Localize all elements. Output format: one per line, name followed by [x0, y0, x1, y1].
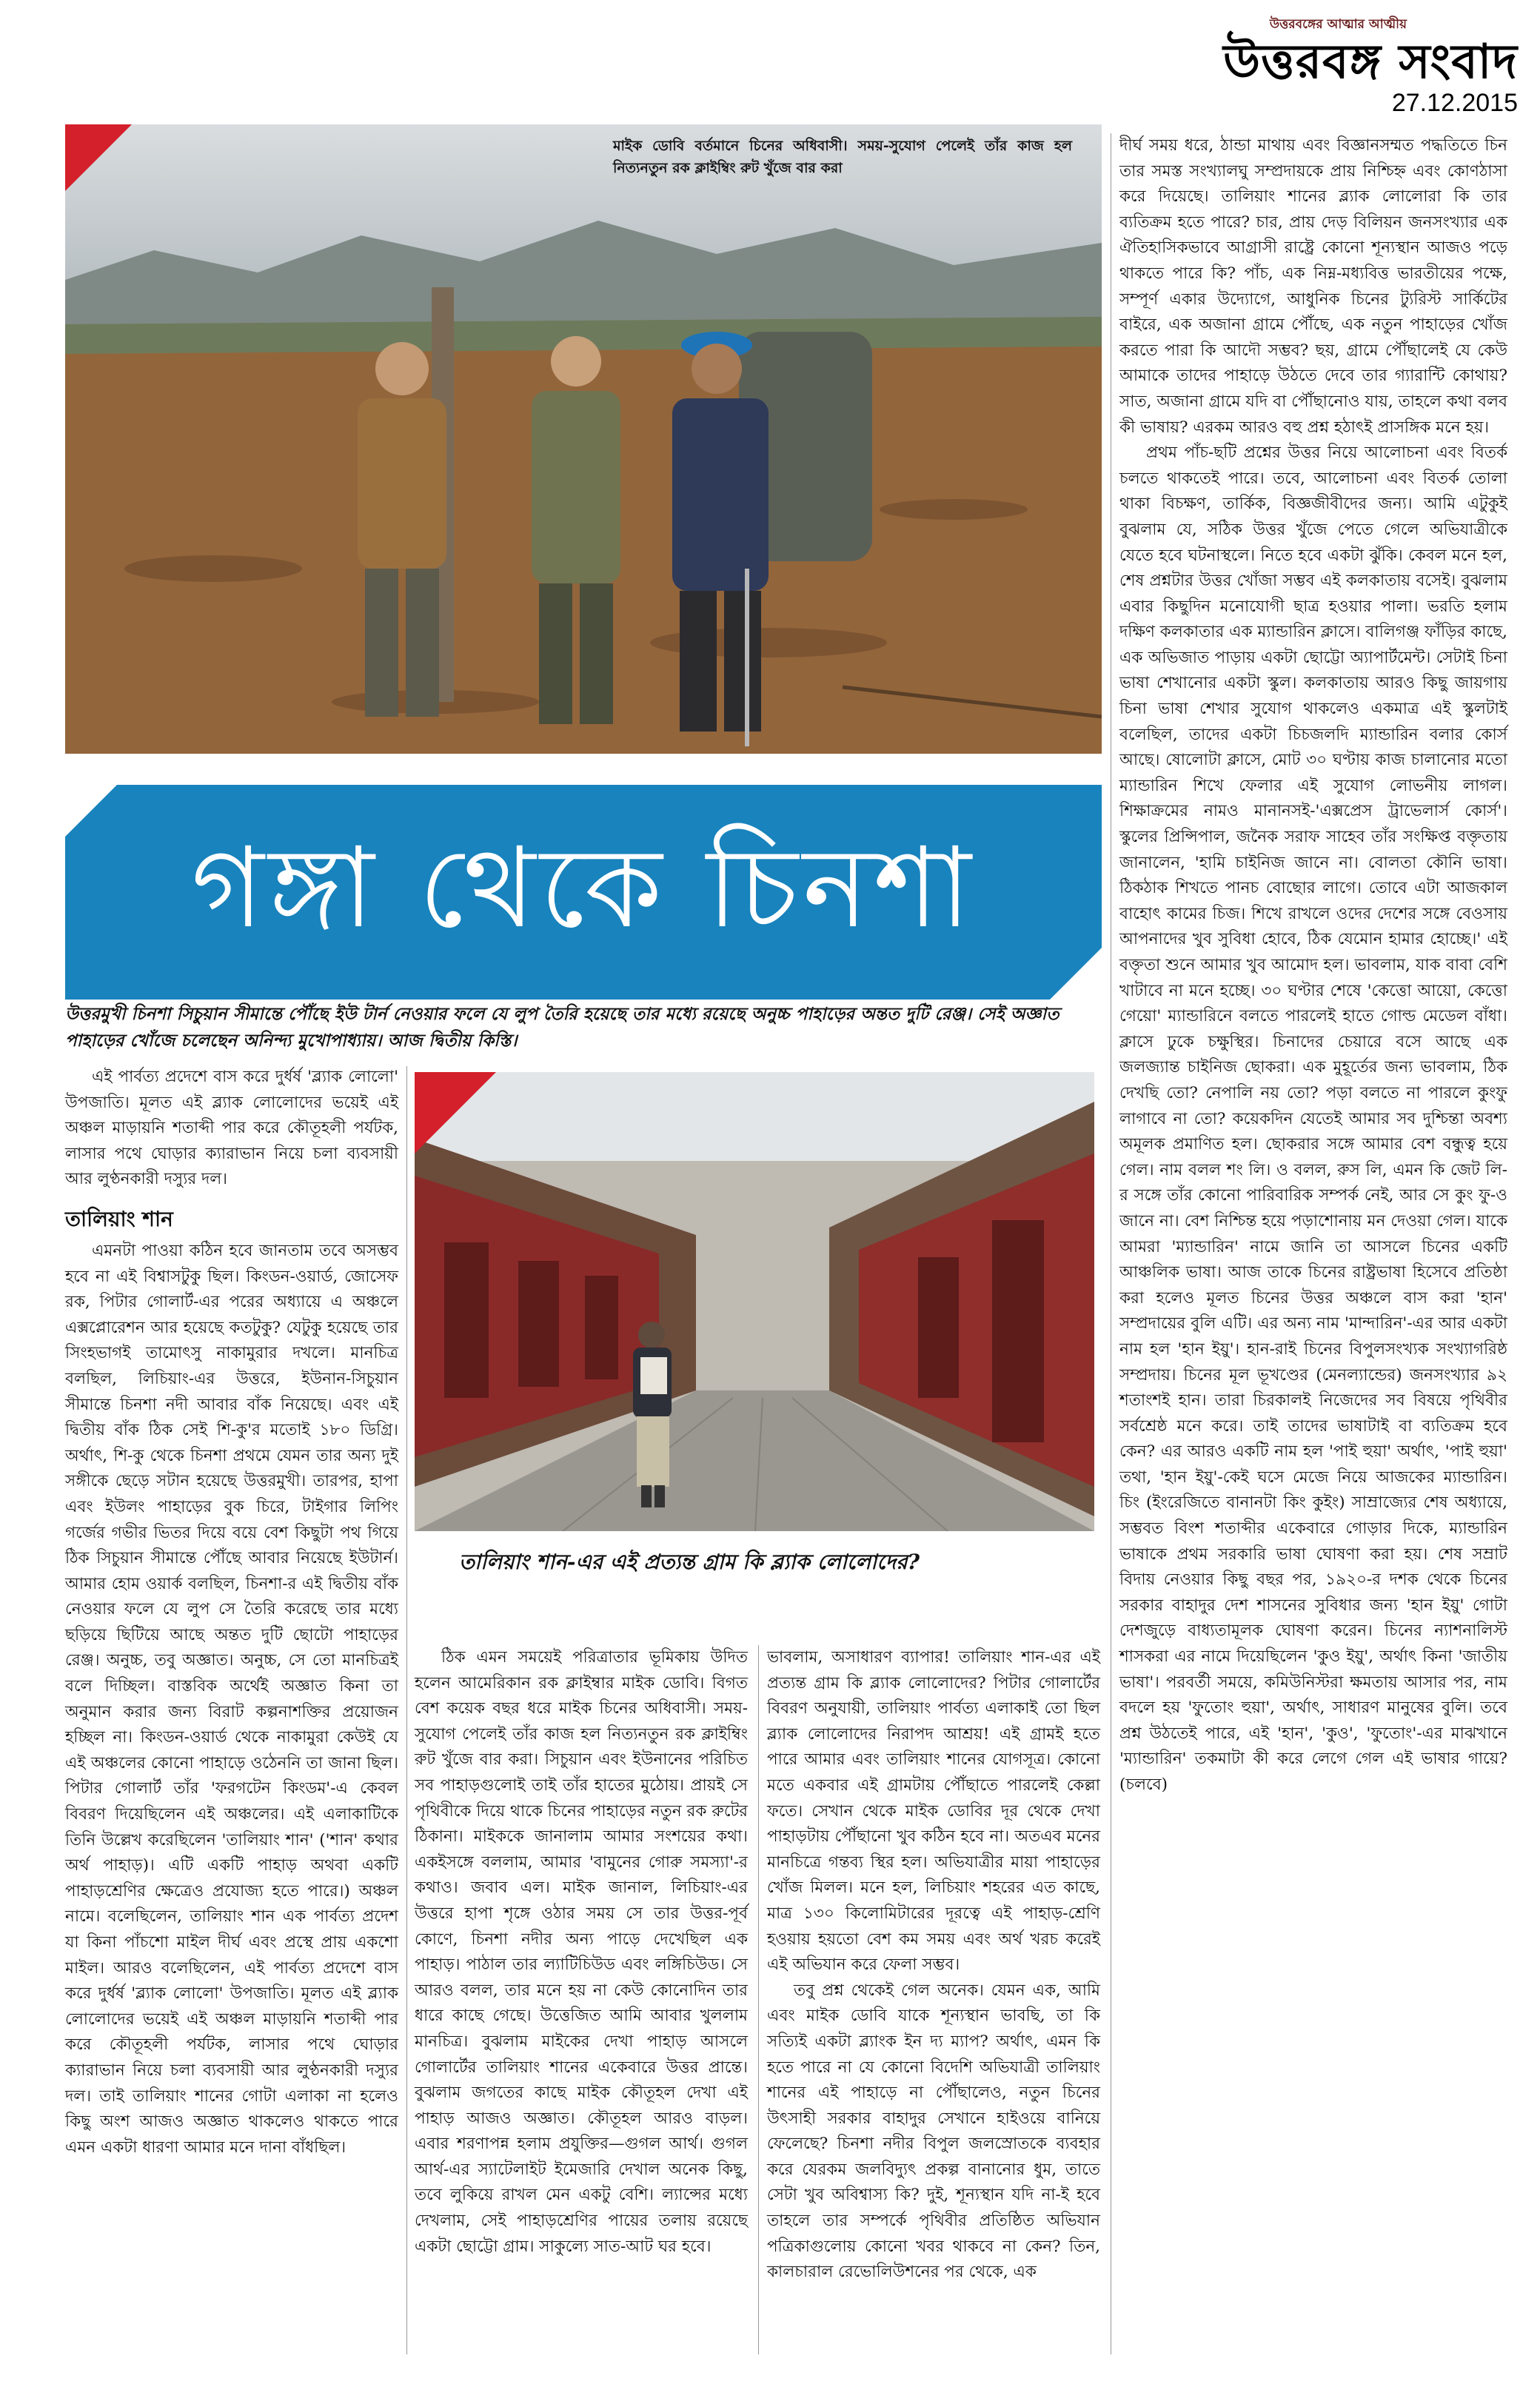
village-street-art [415, 1072, 1094, 1531]
masthead-tagline: উত্তরবঙ্গের আত্মার আত্মীয় [1269, 17, 1407, 32]
column-c-paragraph-2: তবু প্রশ্ন থেকেই গেল অনেক। যেমন এক, আমি এবং মাইক ডোবি যাকে শূন্যস্থান ভাবছি, তা কি সত্যিই একটা ব্ল্যাংক ইন দ্য ম্যাপ? অর্থাৎ, এমন কি হতে পারে না যে কোনো বিদেশি অভিযাত্রী তালিয়াং শানের এই পাহাড়ে না পৌঁছালেও, নতুন চিনের উৎসাহী সরকার বাহাদুর সেখানে হাইওয়ে বানিয়ে ফেলেছে? চিনশা নদীর বিপুল জলস্রোতকে ব্যবহার করে যেরকম জলবিদ্যুৎ প্রকল্প বানানোর ধুম, তাতে সেটা খুব অবিশ্বাস্য কি? দুই, শূন্যস্থান যদি না-ই হবে তাহলে তার সম্পর্কে পৃথিবীর প্রতিষ্ঠিত অভিযান পত্রিকাগুলোয় কোনো খবর থাকবে না কেন? তিন, কালচারাল রেভোলিউশনের পর থেকে, এক [767, 1981, 1100, 2282]
column-d [1119, 133, 1507, 1798]
trekkers-photo [65, 124, 1102, 754]
column-b [415, 1645, 748, 2260]
subhead-taliang-shan: তালিয়াং শান [65, 1206, 173, 1231]
column-rule [758, 1645, 759, 2354]
column-a [65, 1065, 398, 2160]
photo1-caption: মাইক ডোবি বর্তমানে চিনের অধিবাসী। সময়-সুযোগ পেলেই তাঁর কাজ হল নিত্যনতুন রক ক্লাইম্বিং রুট খুঁজে বার করা [613, 138, 1072, 176]
masthead-name: উত্তরবঙ্গ সংবাদ [1223, 35, 1518, 90]
column-a-paragraph-2: এমনটা পাওয়া কঠিন হবে জানতাম তবে অসম্ভব হবে না এই বিশ্বাসটুকু ছিল। কিংডন-ওয়ার্ড, জোসেফ রক, পিটার গোলার্ট-এর পরের অধ্যায়ে এ অঞ্চলে এক্সপ্লোরেশন আর হয়েছে কতটুকু? যেটুকু হয়েছে তার সিংহভাগই তামোৎসু নাকামুরার দখলে। মানচিত্র বলছিল, লিচিয়াং-এর উত্তরে, ইউনান-সিচুয়ান সীমান্তে চিনশা নদী আবার বাঁক নিয়েছে। এবং এই দ্বিতীয় বাঁক ঠিক সেই শি-কু'র মতোই ১৮০ ডিগ্রি। অর্থাৎ, শি-কু থেকে চিনশা প্রথমে যেমন তার অন্য দুই সঙ্গীকে ছেড়ে সটান হয়েছে উত্তরমুখী। তারপর, হাপা এবং ইউলং পাহাড়ের বুক চিরে, টাইগার লিপিং গর্জের গভীর ভিতর দিয়ে বয়ে বেশ কিছুটা পথ গিয়ে ঠিক সিচুয়ান সীমান্তে পৌঁছে আবার নিয়েছে ইউটার্ন। আমার হোম ওয়ার্ক বলছিল, চিনশা-র এই দ্বিতীয় বাঁক নেওয়ার ফলে যে লুপ সে তৈরি করেছে তার মধ্যে ছড়িয়ে ছিটিয়ে আছে অন্তত দুটি ছোটো পাহাড়ের রেঞ্জ। অনুচ্চ, তবু অজ্ঞাত। অনুচ্চ, সে তো মানচিত্রই বলে দিচ্ছিল। বাস্তবিক অর্থেই অজ্ঞাত কিনা তা অনুমান করার জন্য বিরাট কল্পনাশক্তির প্রয়োজন হচ্ছিল না। কিংডন-ওয়ার্ড থেকে নাকামুরা কেউই যে এই অঞ্চলের কোনো পাহাড়ে ওঠেননি তা জানা ছিল। পিটার গোলার্ট তাঁর 'ফরগটেন কিংডম'-এ কেবল বিবরণ দিয়েছিলেন এই অঞ্চলের। এই এলাকাটিকে তিনি উল্লেখ করেছিলেন 'তালিয়াং শান' ('শান' কথার অর্থ পাহাড়)। এটি একটি পাহাড় অথবা একটি পাহাড়শ্রেণির ক্ষেত্রেও প্রযোজ্য হতে পারে।) অঞ্চল নামে। বলেছিলেন, তালিয়াং শান এক পার্বত্য প্রদেশ যা কিনা পাঁচশো মাইল দীর্ঘ এবং প্রস্থে প্রায় একশো মাইল। আরও বলেছিলেন, এই পার্বত্য প্রদেশে বাস করে দুর্ধর্ষ 'ব্ল্যাক লোলো' উপজাতি। মূলত এই ব্ল্যাক লোলোদের ভয়েই এই অঞ্চল মাড়ায়নি শতাব্দী পার করে কৌতূহলী পর্যটক, লাসার পথে ঘোড়ার ক্যারাভান নিয়ে চলা ব্যবসায়ী আর লুণ্ঠনকারী দস্যুর দল। তাই তালিয়াং শানের গোটা এলাকা না হলেও কিছু অংশ আজও অজ্ঞাত থাকলেও থাকতে পারে এমন একটা ধারণা আমার মনে দানা বাঁধছিল। [65, 1241, 398, 2157]
column-rule [406, 1066, 407, 2354]
column-c-paragraph-1: ভাবলাম, অসাধারণ ব্যাপার! তালিয়াং শান-এর এই প্রত্যন্ত গ্রাম কি ব্ল্যাক লোলোদের? পিটার গোলার্টের বিবরণ অনুযায়ী, তালিয়াং পার্বত্য এলাকাই তো ছিল ব্ল্যাক লোলোদের নিরাপদ আশ্রয়! এই গ্রামই হতে পারে আমার এবং তালিয়াং শানের যোগসূত্র। কোনো মতে একবার এই গ্রামটায় পৌঁছাতে পারলেই কেল্লা ফতে। সেখান থেকে মাইক ডোবির দূর থেকে দেখা পাহাড়টায় পৌঁছানো খুব কঠিন হবে না। অতএব মনের মানচিত্রে গন্তব্য স্থির হল। অভিযাত্রীর মায়া পাহাড়ের খোঁজ মিলল। মনে হল, লিচিয়াং শহরের এত কাছে, মাত্র ১৩০ কিলোমিটারের দূরত্বে এই পাহাড়-শ্রেণি হওয়ায় হয়তো বেশ কম সময় এবং অর্থ খরচ করেই এই অভিযান করে ফেলা সম্ভব। [767, 1648, 1100, 1975]
column-c [767, 1645, 1100, 2286]
trekkers-photo-art [65, 124, 1102, 754]
photo2-caption: তালিয়াং শান-এর এই প্রত্যন্ত গ্রাম কি ব্ল্যাক লোলোদের? [459, 1550, 920, 1574]
headline-banner [65, 785, 1102, 1000]
masthead [1103, 15, 1518, 133]
standfirst: উত্তরমুখী চিনশা সিচুয়ান সীমান্তে পৌঁছে ইউ টার্ন নেওয়ার ফলে যে লুপ তৈরি হয়েছে তার মধ্যে রয়েছে অনুচ্চ পাহাড়ের অন্তত দুটি রেঞ্জ। সেই অজ্ঞাত পাহাড়ের খোঁজে চলেছেন অনিন্দ্য মুখোপাধ্যায়। আজ দ্বিতীয় কিস্তি। [65, 1004, 1059, 1051]
column-d-paragraph-1: দীর্ঘ সময় ধরে, ঠান্ডা মাথায় এবং বিজ্ঞানসম্মত পদ্ধতিতে চিন তার সমস্ত সংখ্যালঘু সম্প্রদায়কে প্রায় নিশ্চিহ্ন এবং কোণঠাসা করে দিয়েছে। তালিয়াং শানের ব্ল্যাক লোলোরা কি তার ব্যতিক্রম হতে পারে? চার, প্রায় দেড় বিলিয়ন জনসংখ্যার এক ঐতিহাসিকভাবে আগ্রাসী রাষ্ট্রে কোনো শূন্যস্থান আজও পড়ে থাকতে পারে কি? পাঁচ, এক নিম্ন-মধ্যবিত্ত ভারতীয়ের পক্ষে, সম্পূর্ণ একার উদ্যোগে, আধুনিক চিনের ট্যুরিস্ট সার্কিটের বাইরে, এক অজানা গ্রামে পৌঁছে, এক নতুন পাহাড়ের খোঁজ করতে পারা কি আদৌ সম্ভব? ছয়, গ্রামে পৌঁছালেই যে কেউ আমাকে তাদের পাহাড়ে উঠতে দেবে তার গ্যারান্টি কোথায়? সাত, অজানা গ্রামে যদি বা পৌঁছানোও যায়, তাহলে কথা বলব কী ভাষায়? এরকম আরও বহু প্রশ্ন হঠাৎই প্রাসঙ্গিক মনে হয়। [1119, 136, 1507, 437]
headline: গঙ্গা থেকে চিনশা [191, 824, 976, 953]
column-a-paragraph-1: এই পার্বত্য প্রদেশে বাস করে দুর্ধর্ষ 'ব্ল্যাক লোলো' উপজাতি। মূলত এই ব্ল্যাক লোলোদের ভয়েই এই অঞ্চল মাড়ায়নি শতাব্দী পার করে কৌতূহলী পর্যটক, লাসার পথে ঘোড়ার ক্যারাভান নিয়ে চলা ব্যবসায়ী আর লুণ্ঠনকারী দস্যুর দল। [65, 1068, 398, 1189]
column-d-paragraph-2: প্রথম পাঁচ-ছটি প্রশ্নের উত্তর নিয়ে আলোচনা এবং বিতর্ক চলতে থাকতেই পারে। তবে, আলোচনা এবং বিতর্ক তোলা থাকা বিচক্ষণ, তার্কিক, বিজ্ঞজীবীদের জন্য। আমি এটুকুই বুঝলাম যে, সঠিক উত্তর খুঁজে পেতে গেলে অভিযাত্রীকে যেতে হবে ঘটনাস্থলে। নিতে হবে একটা ঝুঁকি। কেবল মনে হল, শেষ প্রশ্নটার উত্তর খোঁজা সম্ভব এই কলকাতায় বসেই। বুঝলাম এবার কিছুদিন মনোযোগী ছাত্র হওয়ার পালা। ভরতি হলাম দক্ষিণ কলকাতার এক ম্যান্ডারিন ক্লাসে। বালিগঞ্জ ফাঁড়ির কাছে, এক অভিজাত পাড়ায় একটা ছোট্টো অ্যাপার্টমেন্ট। সেটাই চিনা ভাষা শেখানোর একটা স্কুল। কলকাতায় আরও কিছু জায়গায় চিনা ভাষা শেখার সুযোগ থাকলেও একমাত্র এই স্কুলটাই বলেছিল, তাদের একটা চিচজলদি ম্যান্ডারিন বলার কোর্স আছে। ষোলোটা ক্লাসে, মোট ৩০ ঘণ্টায় কাজ চালানোর মতো ম্যান্ডারিন শিখে ফেলার এই সুযোগ লোভনীয় লাগল। শিক্ষাক্রমের নামও মানানসই-'এক্সপ্রেস ট্রাভেলার্স কোর্স'। স্কুলের প্রিন্সিপাল, জনৈক সরাফ সাহেব তাঁর সংক্ষিপ্ত বক্তৃতায় জানালেন, 'হামি চাইনিজ জানে না। বোলতা কৌনি ভাষা। ঠিকঠাক শিখতে পানচ বোছোর লাগে। তোবে এটা আজকাল বাহোৎ কামের চিজ। শিখে রাখলে ওদের দেশের সঙ্গে বেওসায় আপনাদের খুব সুবিধা হোবে, ঠিক যেমোন হামার হোচ্ছে।' এই বক্তৃতা শুনে আমার খুব আমোদ হল। ভাবলাম, যাক বাবা বেশি খাটাবে না মনে হচ্ছে। ৩০ ঘণ্টার শেষে 'কেত্তো আয়ো, কেত্তো গেয়ো' ম্যান্ডারিনে বলতে পারলেই হাতে গোল্ড মেডেল বাঁধা। ক্লাসে ঢুকে চক্ষুস্থির। চিনাদের চেয়ারে বসে আছে এক জলজ্যান্ত চাইনিজ ছোকরা। এক মুহূর্তের জন্য ভাবলাম, ঠিক দেখছি তো? নেপালি নয় তো? পড়া বলতে না পারলে কুংফু লাগাবে না তো? কয়েকদিন যেতেই আমার সব দুশ্চিন্তা অবশ্য অমূলক প্রমাণিত হল। ছোকরার সঙ্গে আমার বেশ বন্ধুত্ব হয়ে গেল। নাম বলল শং লি। ও বলল, রুস লি, এমন কি জেট লি-র সঙ্গে তাঁর কোনো পারিবারিক সম্পর্ক নেই, আর সে কুং ফু-ও জানে না। বেশ নিশ্চিন্ত হয়ে পড়াশোনায় মন দেওয়া গেল। যাকে আমরা 'ম্যান্ডারিন' নামে জানি তা আসলে চিনের একটি আঞ্চলিক ভাষা। আজ তাকে চিনের রাষ্ট্রভাষা হিসেবে প্রতিষ্ঠা করা হলেও মূলত চিনের উত্তর অঞ্চলে বাস করা 'হান' সম্প্রদায়ের বুলি এটি। এর অন্য নাম 'মান্দারিন'-এর আর একটা নাম হল 'হান ইয়ু'। হান-রাই চিনের বিপুলসংখ্যক সংখ্যাগরিষ্ঠ সম্প্রদায়। চিনের মূল ভূখণ্ডের (মেনল্যান্ডের) জনসংখ্যার ৯২ শতাংশই হান। তারা চিরকালই নিজেদের সব বিষয়ে পৃথিবীর সর্বশ্রেষ্ঠ মনে করে। তাই তাদের ভাষাটাই বা ব্যতিক্রম হবে কেন? এর আরও একটি নাম হল 'পাই হুয়া' অর্থাৎ, 'পাই হুয়া' তথা, 'হান ইয়ু'-কেই ঘসে মেজে নিয়ে আজকের ম্যান্ডারিন। চিং (ইংরেজিতে বানানটা কিং কুইং) সাম্রাজ্যের শেষ অধ্যায়ে, সম্ভবত বিংশ শতাব্দীর একেবারে গোড়ার দিকে, ম্যান্ডারিন ভাষাকে প্রথম সরকারি ভাষা ঘোষণা করা হয়। শেষ সম্রাট বিদায় নেওয়ার কিছু বছর পর, ১৯২০-র দশক থেকে চিনের সরকার বাহাদুর দেশ শাসনের সুবিধার জন্য 'হান ইয়ু' গোটা দেশজুড়ে বাধ্যতামূলক ঘোষণা করেন। চিনের ন্যাশনালিস্ট শাসকরা এর নামে দিয়েছিলেন 'কুও ইয়ু', অর্থাৎ কিনা 'জাতীয় ভাষা'। পরবর্তী সময়ে, কমিউনিস্টরা ক্ষমতায় আসার পর, নাম বদলে হয় 'ফুতোং হুয়া', অর্থাৎ, সাধারণ মানুষের বুলি। তবে প্রশ্ন উঠতেই পারে, এই 'হান', 'কুও', 'ফুতোং'-এর মাঝখানে 'ম্যান্ডারিন' তকমাটা কী করে লেগে গেল এই ভাষার গায়ে? (চলবে) [1119, 443, 1507, 1794]
village-street-photo [415, 1072, 1094, 1531]
column-b-paragraph-1: ঠিক এমন সময়েই পরিত্রাতার ভূমিকায় উদিত হলেন আমেরিকান রক ক্লাইম্বার মাইক ডোবি। বিগত বেশ কয়েক বছর ধরে মাইক চিনের অধিবাসী। সময়-সুযোগ পেলেই তাঁর কাজ হল নিত্যনতুন রক ক্লাইম্বিং রুট খুঁজে বার করা। সিচুয়ান এবং ইউনানের পরিচিত সব পাহাড়গুলোই তাই তাঁর হাতের মুঠোয়। প্রায়ই সে পৃথিবীকে দিয়ে থাকে চিনের পাহাড়ের নতুন রক রুটের ঠিকানা। মাইককে জানালাম আমার সংশয়ের কথা। একইসঙ্গে বললাম, আমার 'বামুনের গোরু সমস্যা'-র কথাও। জবাব এল। মাইক জানাল, লিচিয়াং-এর উত্তরে হাপা শৃঙ্গে ওঠার সময় সে তার উত্তর-পূর্ব কোণে, চিনশা নদীর অন্য পাড়ে দেখেছিল এক পাহাড়। পাঠাল তার ল্যাটিচিউড এবং লঙ্গিচিউড। সে আরও বলল, তার মনে হয় না কেউ কোনোদিন তার ধারে কাছে গেছে। উত্তেজিত আমি আবার খুললাম মানচিত্র। বুঝলাম মাইকের দেখা পাহাড় আসলে গোলার্টের তালিয়াং শানের একেবারে উত্তর প্রান্তে। বুঝলাম জগতের কাছে মাইক কৌতূহল দেখা এই পাহাড় আজও অজ্ঞাত। কৌতূহল আরও বাড়ল। এবার শরণাপন্ন হলাম প্রযুক্তির—গুগল আর্থ। গুগল আর্থ-এর স্যাটেলাইট ইমেজারি দেখাল অনেক কিছু, তবে লুকিয়ে রাখল মেন একটু বেশি। ল্যান্সের মধ্যে দেখলাম, সেই পাহাড়শ্রেণির পায়ের তলায় রয়েছে একটা ছোট্টো গ্রাম। সাকুল্যে সাত-আট ঘর হবে। [415, 1648, 748, 2256]
masthead-date: 27.12.2015 [1391, 89, 1518, 117]
